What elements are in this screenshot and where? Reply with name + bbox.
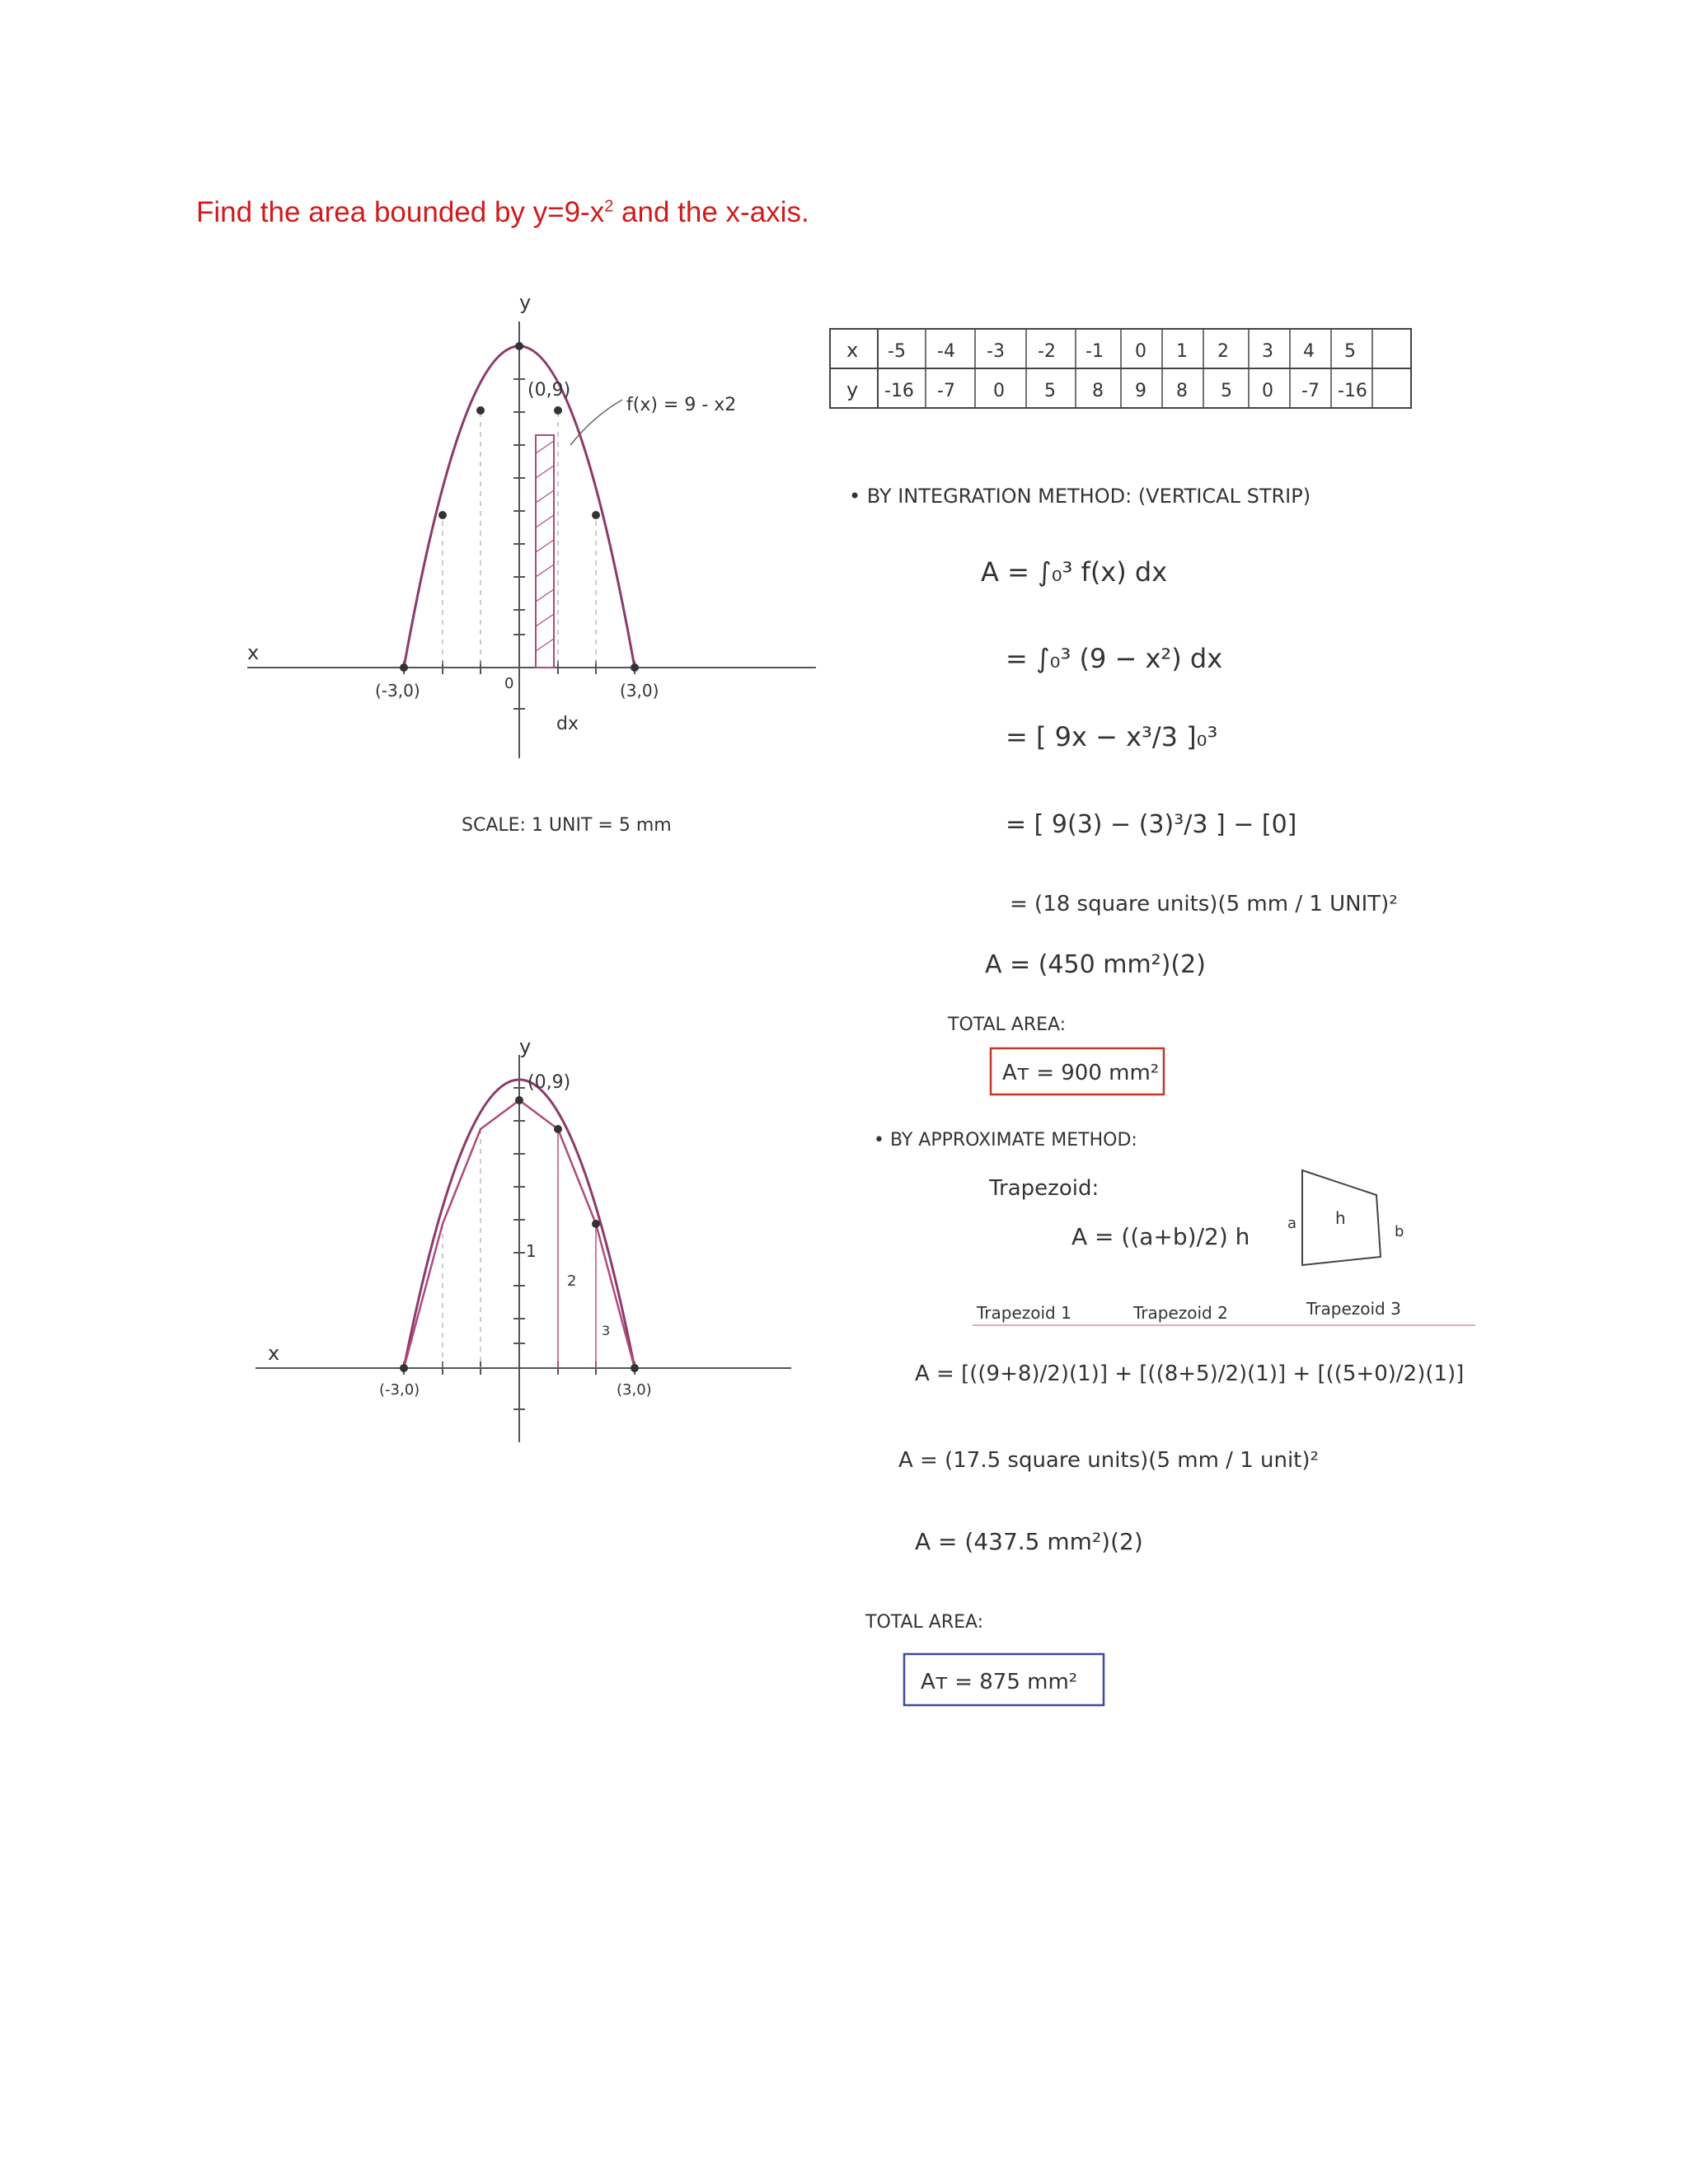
graph2-left-root: (-3,0)	[379, 1381, 420, 1399]
table-y-cell: 8	[1176, 381, 1188, 401]
integration-line4: = [ 9(3) − (3)³/3 ] − [0]	[1006, 810, 1297, 839]
integration-line5: = (18 square units)(5 mm / 1 UNIT)²	[1010, 892, 1398, 916]
graph2-strip3: 3	[602, 1323, 611, 1338]
table-y-cell: 5	[1044, 381, 1056, 401]
trapezoid-a: a	[1287, 1215, 1297, 1232]
approximate-work	[865, 1113, 1550, 1648]
table-y-cell: 0	[1262, 381, 1273, 401]
integration-work	[841, 470, 1517, 1088]
trapezoid-b: b	[1395, 1223, 1404, 1240]
integration-line2: = ∫₀³ (9 − x²) dx	[1006, 643, 1223, 674]
graph-approximate	[247, 1038, 808, 1451]
graph1-right-root: (3,0)	[620, 681, 659, 701]
graph1-y-label: y	[519, 291, 532, 314]
graph2-right-root: (3,0)	[617, 1381, 652, 1399]
table-x-cell: -2	[1038, 341, 1056, 362]
table-x-cell: -4	[937, 341, 955, 362]
table-y-cell: 9	[1135, 381, 1146, 401]
approximate-line3: A = (437.5 mm²)(2)	[915, 1528, 1143, 1555]
table-y-cell: 8	[1092, 381, 1104, 401]
problem-title-post: and the x-axis.	[613, 196, 809, 228]
integration-total-label: TOTAL AREA:	[948, 1015, 1067, 1035]
table-x-cell: 5	[1344, 341, 1356, 362]
graph-integration	[239, 288, 832, 799]
approximate-line2: A = (17.5 square units)(5 mm / 1 unit)²	[898, 1448, 1319, 1473]
table-x-cell: 0	[1135, 341, 1146, 362]
graph1-left-root: (-3,0)	[375, 681, 420, 701]
scale-text: SCALE: 1 UNIT = 5 mm	[462, 815, 672, 836]
graph1-dx-label: dx	[556, 714, 579, 734]
graph2-x-label: x	[268, 1342, 280, 1365]
table-x-cell: 2	[1217, 341, 1229, 362]
table-x-cell: -5	[888, 341, 906, 362]
values-table	[828, 326, 1422, 416]
trapezoid-label: Trapezoid:	[989, 1176, 1100, 1201]
graph2-vertex-label: (0,9)	[528, 1072, 571, 1093]
integration-line3: = [ 9x − x³/3 ]₀³	[1006, 721, 1218, 752]
graph1-function-label: f(x) = 9 - x2	[626, 395, 737, 415]
trapezoid-2-label: Trapezoid 2	[1133, 1303, 1228, 1323]
table-y-header: y	[846, 378, 859, 401]
integration-total-box	[989, 1047, 1170, 1098]
table-y-cell: -16	[884, 381, 914, 401]
trapezoid-3-label: Trapezoid 3	[1306, 1299, 1401, 1319]
table-y-cell: -7	[937, 381, 955, 401]
trapezoid-1-label: Trapezoid 1	[977, 1303, 1071, 1323]
table-y-cell: -7	[1301, 381, 1320, 401]
graph2-strip2: 2	[567, 1272, 577, 1290]
problem-title-sup: 2	[604, 197, 614, 216]
approximate-total-label: TOTAL AREA:	[865, 1612, 984, 1633]
graph2-strip1: 1	[526, 1241, 537, 1261]
trapezoid-formula: A = ((a+b)/2) h	[1071, 1223, 1250, 1250]
table-y-cell: 0	[993, 381, 1005, 401]
table-x-cell: 4	[1303, 341, 1315, 362]
table-x-cell: 1	[1176, 341, 1188, 362]
table-x-cell: -1	[1085, 341, 1104, 362]
graph1-x-label: x	[247, 641, 260, 664]
approximate-total-box	[903, 1652, 1109, 1710]
problem-title	[196, 196, 809, 229]
approximate-sum: A = [((9+8)/2)(1)] + [((8+5)/2)(1)] + [((5+0)/2)(1)]	[915, 1361, 1465, 1386]
table-y-cell: -16	[1338, 381, 1367, 401]
approximate-total-value: Aᴛ = 875 mm²	[921, 1670, 1078, 1694]
table-y-cell: 5	[1221, 381, 1232, 401]
problem-title-pre: Find the area bounded by y=9-x	[196, 196, 605, 228]
table-x-header: x	[846, 339, 859, 362]
graph1-origin: 0	[504, 675, 514, 692]
approximate-heading: • BY APPROXIMATE METHOD:	[874, 1130, 1137, 1151]
integration-line6: A = (450 mm²)(2)	[985, 950, 1206, 979]
table-x-cell: -3	[987, 341, 1005, 362]
scale-note	[462, 808, 709, 841]
graph1-vertex-label: (0,9)	[528, 380, 571, 401]
integration-heading: • BY INTEGRATION METHOD: (VERTICAL STRIP)	[849, 485, 1311, 508]
graph2-y-label: y	[519, 1038, 532, 1058]
table-x-cell: 3	[1262, 341, 1273, 362]
trapezoid-h: h	[1335, 1208, 1346, 1228]
integration-line1: A = ∫₀³ f(x) dx	[981, 556, 1168, 588]
integration-total-value: Aᴛ = 900 mm²	[1002, 1061, 1160, 1085]
